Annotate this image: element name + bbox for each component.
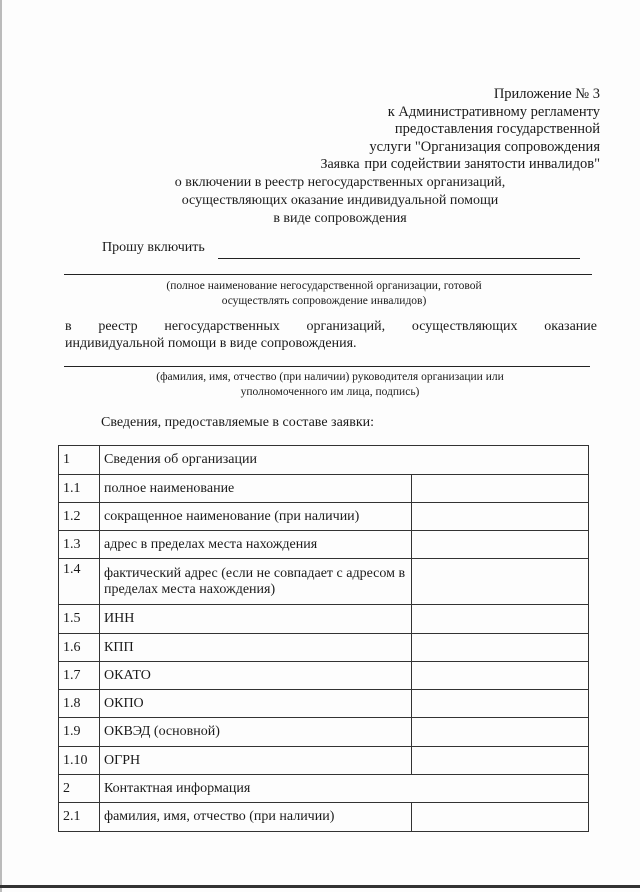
row-number: 1.1: [59, 475, 100, 503]
signature-caption: [66, 370, 594, 400]
row-number: 1.4: [59, 559, 100, 605]
appendix-line: к Административному регламенту: [387, 103, 600, 120]
appendix-line: предоставления государственной: [394, 121, 600, 137]
organization-name-field[interactable]: [218, 258, 580, 259]
request-label: Прошу включить: [102, 240, 205, 255]
row-label: фактический адрес (если не совпадает с адресом в пределах места нахождения): [100, 559, 412, 605]
row-number: 1.6: [59, 634, 100, 662]
row-label: ОКАТО: [100, 662, 412, 690]
table-row: [59, 605, 589, 634]
table-row: [59, 475, 589, 503]
row-value-cell[interactable]: [412, 747, 589, 775]
appendix-line: услуги "Организация сопровождения: [369, 138, 600, 155]
table-row: [59, 531, 589, 559]
row-number: 1.8: [59, 690, 100, 718]
title-heading: Заявка: [320, 157, 360, 172]
row-value-cell[interactable]: [412, 662, 589, 690]
table-row: [59, 690, 589, 718]
paragraph-line: в реестр негосударственных организаций, осуществляющих оказание: [65, 319, 597, 334]
row-value-cell[interactable]: [412, 605, 589, 634]
row-number: 1.3: [59, 531, 100, 559]
row-number: 1.5: [59, 605, 100, 634]
row-value-cell[interactable]: [412, 803, 589, 832]
caption-line: уполномоченного им лица, подпись): [240, 386, 420, 398]
request-paragraph: [65, 318, 597, 352]
appendix-line: Приложение № 3: [493, 86, 600, 102]
organization-name-caption: [60, 279, 588, 309]
scan-left-edge: [0, 0, 2, 892]
table-row: [59, 446, 589, 475]
caption-line: (фамилия, имя, отчество (при наличии) руководителя организации или: [156, 371, 504, 383]
row-label: полное наименование: [100, 475, 412, 503]
title-line: осуществляющих оказание индивидуальной помощи: [181, 193, 499, 208]
row-value-cell[interactable]: [412, 475, 589, 503]
table-row: [59, 559, 589, 605]
row-number: 2: [59, 775, 100, 803]
row-value-cell[interactable]: [412, 503, 589, 531]
appendix-line: при содействии занятости инвалидов": [364, 156, 600, 172]
row-label: фамилия, имя, отчество (при наличии): [100, 803, 412, 832]
row-label: адрес в пределах места нахождения: [100, 531, 412, 559]
paragraph-line: индивидуальной помощи в виде сопровождения.: [65, 336, 357, 351]
table-row: [59, 803, 589, 832]
row-value-cell[interactable]: [412, 559, 589, 605]
row-number: 1.10: [59, 747, 100, 775]
section-heading: Сведения об организации: [100, 446, 589, 475]
organization-info-table: [58, 445, 589, 832]
table-row: [59, 634, 589, 662]
row-label: КПП: [100, 634, 412, 662]
caption-line: осуществлять сопровождение инвалидов): [221, 295, 427, 307]
table-row: [59, 503, 589, 531]
row-number: 1.2: [59, 503, 100, 531]
info-label: Сведения, предоставляемые в составе заявки:: [101, 415, 375, 430]
row-number: 1: [59, 446, 100, 475]
row-number: 1.7: [59, 662, 100, 690]
row-number: 1.9: [59, 718, 100, 747]
section-heading: Контактная информация: [100, 775, 589, 803]
organization-name-field-continued[interactable]: [64, 274, 592, 275]
scan-bottom-edge: [0, 885, 640, 888]
title-line: о включении в реестр негосударственных организаций,: [174, 175, 506, 190]
table-row: [59, 747, 589, 775]
document-title: [0, 156, 640, 228]
row-label: сокращенное наименование (при наличии): [100, 503, 412, 531]
title-line: в виде сопровождения: [273, 211, 407, 226]
row-label: ОКПО: [100, 690, 412, 718]
row-label: ОКВЭД (основной): [100, 718, 412, 747]
table-row: [59, 662, 589, 690]
row-value-cell[interactable]: [412, 531, 589, 559]
signature-field[interactable]: [64, 366, 590, 367]
caption-line: (полное наименование негосударственной организации, готовой: [166, 280, 482, 292]
row-value-cell[interactable]: [412, 718, 589, 747]
row-value-cell[interactable]: [412, 690, 589, 718]
row-number: 2.1: [59, 803, 100, 832]
table-row: [59, 718, 589, 747]
table-row: [59, 775, 589, 803]
row-value-cell[interactable]: [412, 634, 589, 662]
row-label: ОГРН: [100, 747, 412, 775]
row-label: ИНН: [100, 605, 412, 634]
